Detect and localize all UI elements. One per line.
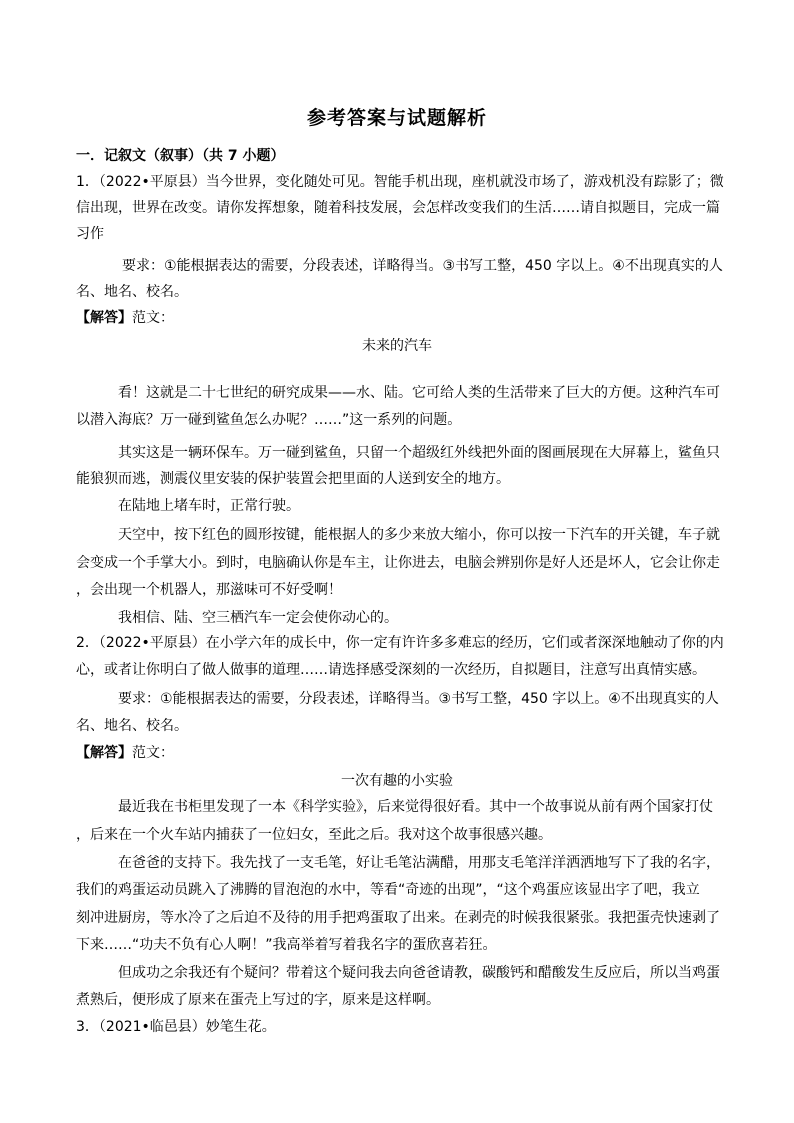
q2-para-3a: 但成功之余我还有个疑问？带着这个疑问我去向爸爸请教，碳酸钙和醋酸发生反应后，所以当鸡蛋 <box>118 965 720 981</box>
answer-tag: 【解答】 <box>76 745 132 761</box>
answer-label: 范文： <box>132 745 174 761</box>
q2-requirement-1: 要求：①能根据表达的需要，分段表述，详略得当。③书写工整，450 字以上。④不出现真实的人 <box>118 691 719 707</box>
q2-essay-title: 一次有趣的小实验 <box>341 773 453 789</box>
q2-para-2c: 刻冲进厨房，等水冷了之后迫不及待的用手把鸡蛋取了出来。在剥壳的时候我很紧张。我把蛋壳快速剥了 <box>76 910 720 926</box>
q2-para-2b: 我们的鸡蛋运动员跳入了沸腾的冒泡泡的水中，等看“奇迹的出现”，“这个鸡蛋应该显出字了吧，我立 <box>76 882 700 898</box>
q2-line-1: 2．（2022•平原县）在小学六年的成长中，你一定有许许多多难忘的经历，它们或者深深地触动了你的内 <box>76 635 724 651</box>
q2-para-1a: 最近我在书柜里发现了一本《科学实验》，后来觉得很好看。其中一个故事说从前有两个国家打仗 <box>118 799 713 815</box>
q1-para-2a: 其实这是一辆环保车。万一碰到鲨鱼，只留一个超级红外线把外面的图画展现在大屏幕上，鲨鱼只 <box>118 445 720 461</box>
q1-para-3: 在陆地上堵车时，正常行驶。 <box>118 498 300 514</box>
q2-para-2d: 下来……“功夫不负有心人啊！”我高举着写着我名字的蛋欣喜若狂。 <box>76 937 497 953</box>
q1-line-2: 信出现，世界在改变。请你发挥想象，随着科技发展，会怎样改变我们的生活……请自拟题目，完成一篇 <box>76 200 720 216</box>
answer-tag: 【解答】 <box>76 310 132 326</box>
q2-para-3b: 煮熟后，便形成了原来在蛋壳上写过的字，原来是这样啊。 <box>76 992 440 1008</box>
q2-requirement-2: 名、地名、校名。 <box>76 718 188 734</box>
q1-para-4b: 会变成一个手掌大小。到时，电脑确认你是车主，让你进去，电脑会辨别你是好人还是坏人，它会让你走 <box>76 555 720 571</box>
q1-para-4a: 天空中，按下红色的圆形按键，能根据人的多少来放大缩小，你可以按一下汽车的开关键，车子就 <box>118 527 720 543</box>
q1-answer-line <box>76 308 746 328</box>
q1-requirement-1: 要求：①能根据表达的需要，分段表述，详略得当。③书写工整，450 字以上。④不出现真实的人 <box>122 258 723 274</box>
q1-essay-title: 未来的汽车 <box>362 338 432 354</box>
q1-line-1: 1．（2022•平原县）当今世界，变化随处可见。智能手机出现，座机就没市场了，游戏机没有踪影了；微 <box>76 174 724 190</box>
q1-line-3: 习作 <box>76 226 104 242</box>
q1-para-2b: 能狼狈而逃，测震仪里安装的保护装置会把里面的人送到安全的地方。 <box>76 471 510 487</box>
q2-answer-line <box>76 743 746 763</box>
q1-para-4c: ，会出现一个机器人，那滋味可不好受啊！ <box>76 582 342 598</box>
q2-para-1b: ，后来在一个火车站内捕获了一位妇女，至此之后。我对这个故事很感兴趣。 <box>76 827 552 843</box>
page-title: 参考答案与试题解析 <box>306 107 487 129</box>
q1-para-1a: 看！这就是二十七世纪的研究成果——水、陆。它可给人类的生活带来了巨大的方便。这种汽车可 <box>118 385 720 401</box>
section-heading: 一．记叙文（叙事）（共 7 小题） <box>76 148 285 164</box>
q3-line-1: 3．（2021•临邑县）妙笔生花。 <box>76 1019 276 1035</box>
q2-line-2: 心，或者让你明白了做人做事的道理……请选择感受深刻的一次经历，自拟题目，注意写出真情实感。 <box>76 662 706 678</box>
answer-label: 范文： <box>132 310 174 326</box>
q1-requirement-2: 名、地名、校名。 <box>76 284 188 300</box>
q1-para-5: 我相信、陆、空三栖汽车一定会使你动心的。 <box>118 610 398 626</box>
q2-para-2a: 在爸爸的支持下。我先找了一支毛笔，好让毛笔沾满醋，用那支毛笔洋洋洒洒地写下了我的名字， <box>118 855 720 871</box>
q1-para-1b: 以潜入海底？万一碰到鲨鱼怎么办呢？……”这一系列的问题。 <box>76 412 462 428</box>
